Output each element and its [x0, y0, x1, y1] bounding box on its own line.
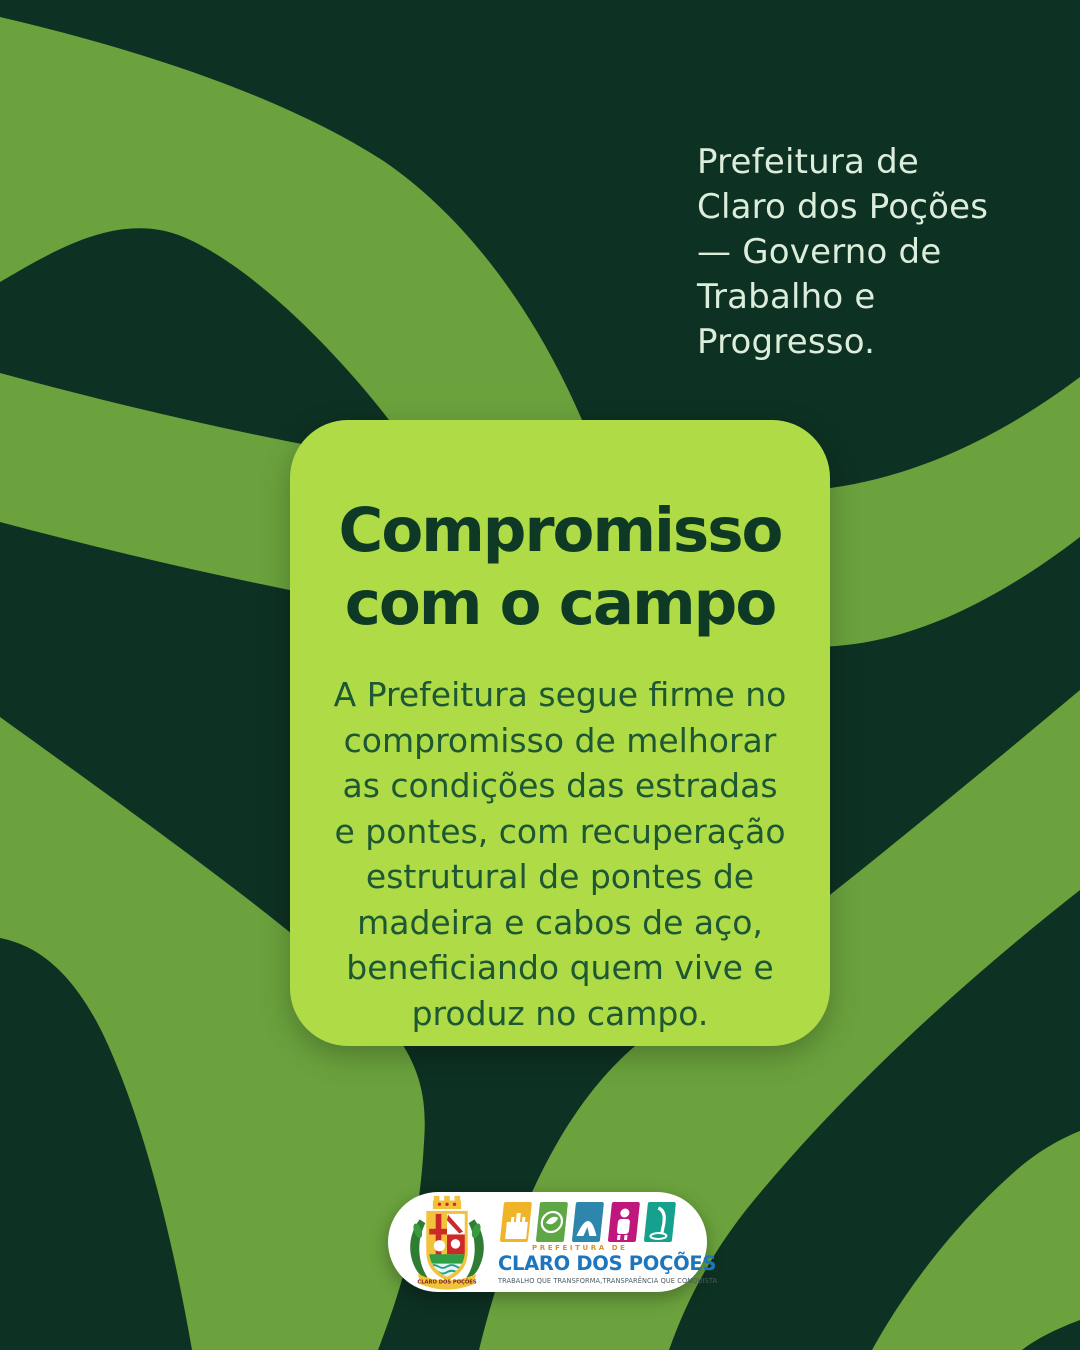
logo-pill	[388, 1192, 718, 1292]
card-body-line: A Prefeitura segue firme no	[333, 675, 787, 714]
logo-tagline: TRABALHO QUE TRANSFORMA,TRANSPARÊNCIA QUE CONQUISTA	[498, 1276, 718, 1285]
logo-tiles	[500, 1200, 676, 1244]
shield-green-base	[429, 1254, 465, 1263]
shield-cross-vertical	[436, 1214, 442, 1261]
header-slogan-line: Prefeitura de	[697, 142, 919, 182]
card-title-line: Compromisso	[338, 495, 782, 566]
crown-merlon	[434, 1196, 440, 1202]
crown-jewel	[438, 1203, 441, 1206]
shield-roundel	[434, 1240, 445, 1251]
leaf-compass-icon	[536, 1202, 568, 1242]
city-logo	[496, 1200, 718, 1285]
header-slogan-line: Progresso.	[697, 322, 876, 362]
church-icon	[500, 1202, 532, 1242]
card-body-line: e pontes, com recuperação	[334, 811, 786, 851]
logo-prefix-text: PREFEITURA DE	[532, 1243, 628, 1252]
card-body-line: compromisso de melhorar	[343, 720, 777, 760]
card-body-line: estrutural de pontes de	[365, 857, 755, 896]
header-slogan-line: Claro dos Poções	[697, 187, 989, 227]
header-slogan-line: — Governo de	[697, 232, 942, 272]
crown-jewel	[445, 1203, 448, 1206]
mountain-icon	[572, 1202, 604, 1242]
card-title	[290, 494, 830, 640]
ribbon-banner-text: CLARO DOS POÇÕES	[417, 1279, 477, 1286]
dancer-icon	[608, 1202, 640, 1242]
card-body-line: produz no campo.	[411, 993, 709, 1033]
card-body-line: beneficiando quem vive e	[346, 948, 774, 987]
logo-city-name: CLARO DOS POÇÕES	[498, 1251, 717, 1275]
crown-merlon	[455, 1196, 461, 1202]
shield-cross-horizontal	[429, 1229, 447, 1235]
waterfall-icon	[644, 1202, 676, 1242]
card-body-line: as condições das estradas	[342, 766, 778, 805]
crown-jewel	[453, 1203, 456, 1206]
header-slogan-line: Trabalho e	[697, 277, 876, 317]
card-body-text	[300, 672, 820, 1036]
card-body-line: madeira e cabos de aço,	[357, 902, 763, 942]
skull-icon	[451, 1239, 460, 1248]
header-slogan	[697, 140, 1037, 365]
coat-of-arms	[404, 1193, 490, 1291]
crown-merlon	[444, 1196, 450, 1202]
card-title-line: com o campo	[344, 568, 776, 639]
